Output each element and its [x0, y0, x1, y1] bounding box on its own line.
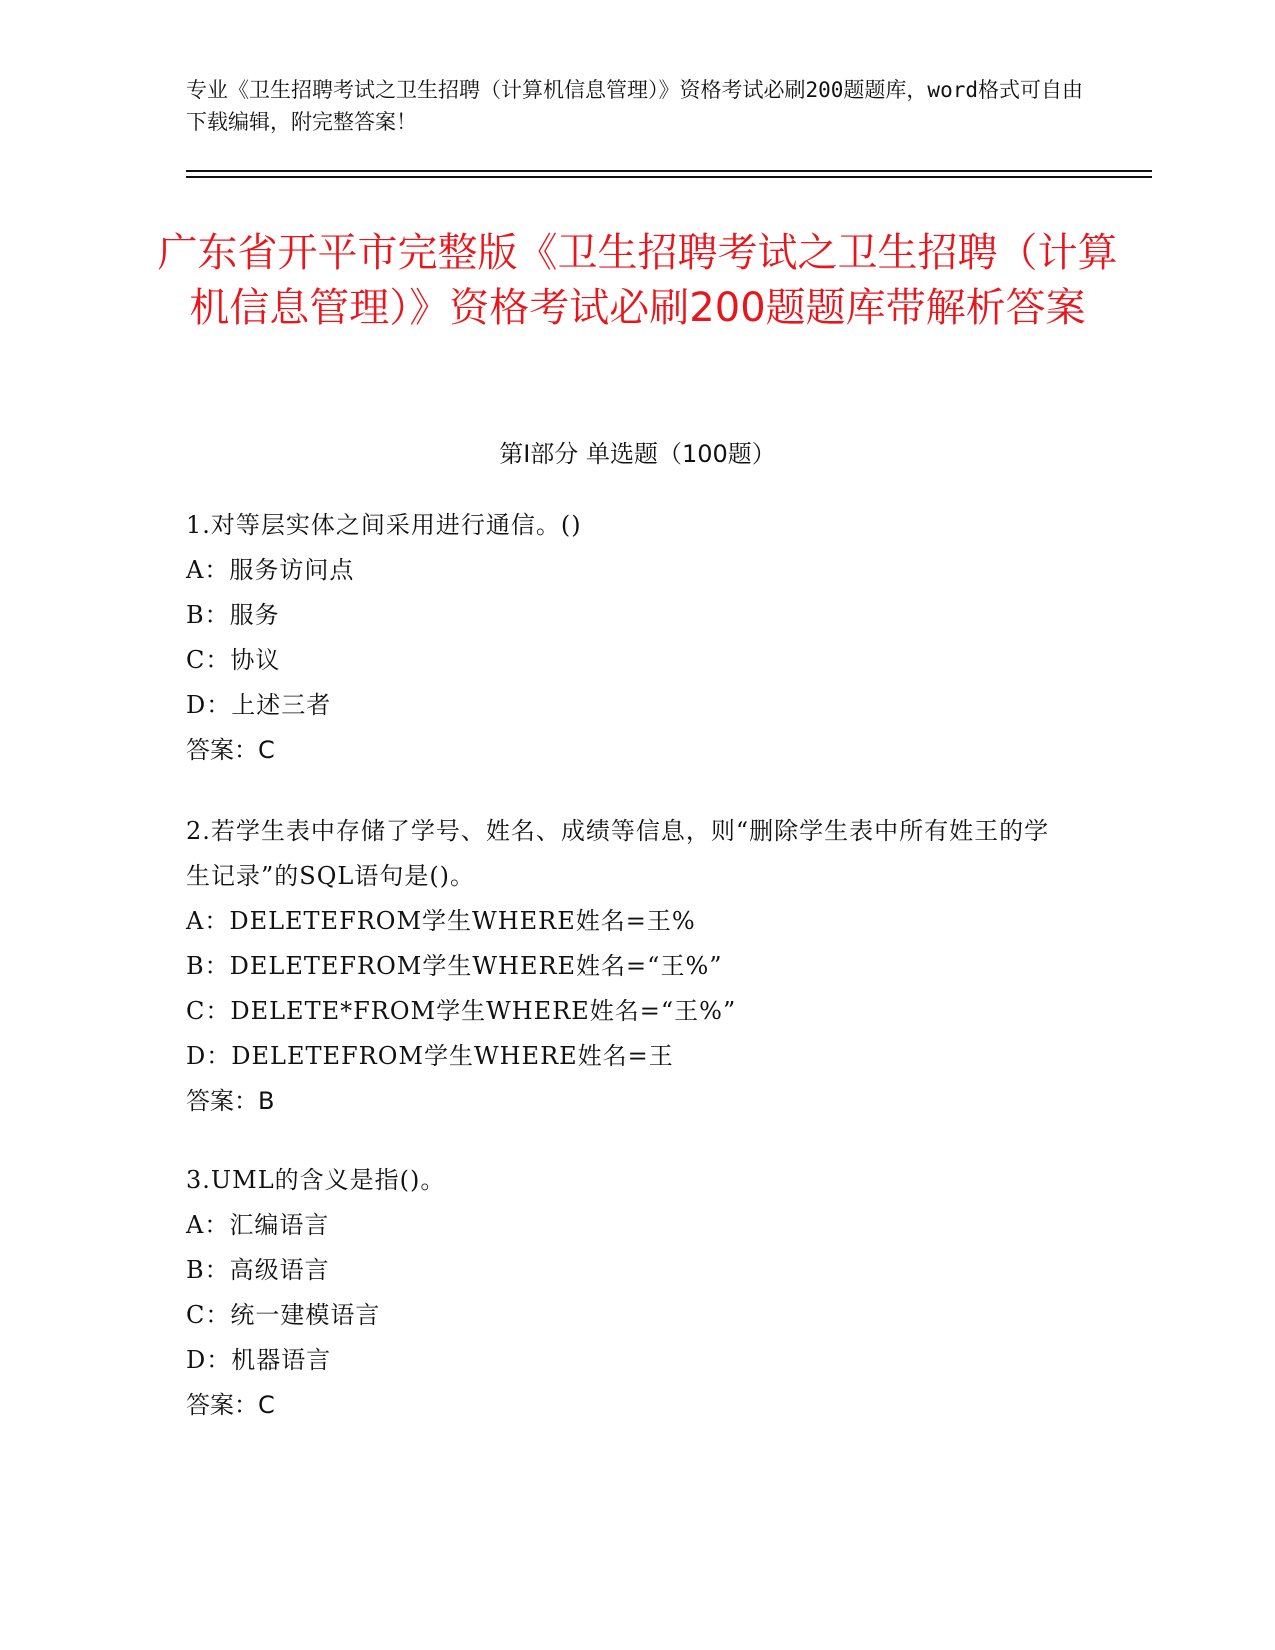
option-b: B：DELETEFROM学生WHERE姓名=“王%”: [186, 952, 723, 980]
option-d: D：DELETEFROM学生WHERE姓名=王: [186, 1042, 674, 1070]
question-1: [186, 503, 1066, 773]
header-rule-bottom: [186, 176, 1152, 178]
question-stem: 1.对等层实体之间采用进行通信。(): [186, 511, 582, 539]
question-stem: 3.UML的含义是指()。: [186, 1166, 446, 1194]
header-rule-top: [186, 170, 1152, 172]
header-note: 专业《卫生招聘考试之卫生招聘（计算机信息管理）》资格考试必刷200题题库，word格式可自由下载编辑，附完整答案！: [186, 78, 1083, 134]
option-a: A：服务访问点: [186, 556, 355, 584]
answer: 答案：C: [186, 1391, 275, 1419]
question-2: [186, 809, 1066, 1124]
option-a: A：DELETEFROM学生WHERE姓名=王%: [186, 907, 696, 935]
question-stem: 2.若学生表中存储了学号、姓名、成绩等信息，则“删除学生表中所有姓王的学生记录”的SQL语句是()。: [186, 817, 1050, 890]
option-b: B：服务: [186, 601, 280, 629]
question-3: [186, 1158, 1066, 1428]
option-c: C：统一建模语言: [186, 1301, 381, 1329]
option-b: B：高级语言: [186, 1256, 330, 1284]
section-title: 第Ⅰ部分 单选题（100题）: [499, 440, 776, 468]
option-c: C：DELETE*FROM学生WHERE姓名=“王%”: [186, 997, 737, 1025]
option-d: D：上述三者: [186, 691, 332, 719]
option-d: D：机器语言: [186, 1346, 332, 1374]
option-c: C：协议: [186, 646, 281, 674]
document-title: 广东省开平市完整版《卫生招聘考试之卫生招聘（计算机信息管理）》资格考试必刷200题题库带解析答案: [157, 230, 1118, 331]
answer: 答案：B: [186, 1087, 275, 1115]
answer: 答案：C: [186, 736, 275, 764]
option-a: A：汇编语言: [186, 1211, 330, 1239]
